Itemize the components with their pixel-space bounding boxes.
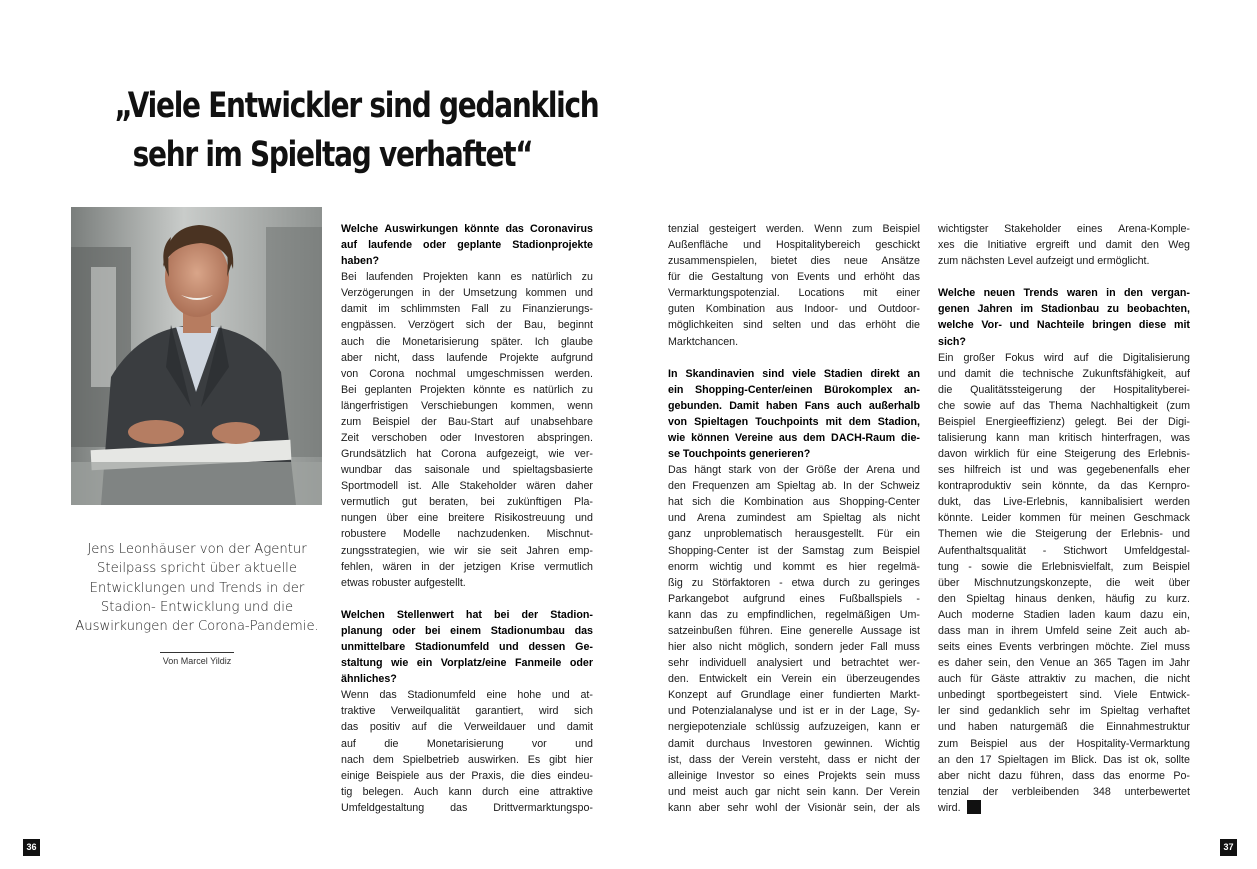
paragraph-gap	[341, 591, 593, 607]
body-line: nergiepotenziale schlüssig aufzuzeigen, kann er	[668, 721, 920, 734]
body-line: Shopping-Center ist der Samstag zum Beispiel	[668, 544, 920, 557]
body-line: einige Beispiele aus der Praxis, die dies eindeu-	[341, 769, 593, 782]
body-line: auch für Gäste attraktiv zu machen, die nicht	[938, 673, 1190, 686]
body-line: kann aber sehr wohl der Visionär sein, der als	[668, 801, 920, 814]
question-line: sich?	[938, 335, 966, 348]
body-line: damit im schlimmsten Fall zu Finanzierungs-	[341, 303, 593, 316]
body-line: und haben naturgemäß die Einnahmestruktur	[938, 721, 1190, 734]
body-line: tung - sowie die Erlebnisvielfalt, zum Beispiel	[938, 560, 1190, 573]
body-line: fehlen, wären in der jetzigen Krise vermutlich	[341, 560, 593, 573]
body-line: zum Beispiel aus der Hospitality-Vermarktung	[938, 737, 1190, 750]
question-line: Welche neuen Trends waren in den vergan-	[938, 287, 1190, 300]
body-line: satzeinbußen führen. Eine generelle Aussage ist	[668, 624, 920, 637]
body-line: Themen wie die Steigerung der Erlebnis- und	[938, 528, 1190, 541]
question-line: staltung wie ein Vorplatz/eine Fanmeile oder	[341, 657, 593, 670]
question-line: wie können Vereine aus dem DACH-Raum die-	[668, 432, 920, 445]
question-line: ein Shopping-Center/einen Bürokomplex an-	[668, 383, 920, 396]
page-number-left: 36	[23, 839, 40, 856]
body-line: Bei geplanten Projekten könnte es natürlich zu	[341, 383, 593, 396]
portrait-image	[71, 207, 322, 505]
body-line: aber nicht, dass laufende Projekte aufgrund	[341, 351, 593, 364]
body-line: und meist auch gar nicht sein kann. Der Verein	[668, 785, 920, 798]
headline-line-2: sehr im Spieltag verhaftet“	[132, 135, 533, 175]
body-line: wird.	[938, 800, 1190, 816]
body-line: alleinige Investor so eines Projekts sein muss	[668, 769, 920, 782]
question-line: se Touchpoints generieren?	[668, 448, 811, 461]
body-line: ganz unproblematisch herausgestellt. Für ein	[668, 528, 920, 541]
body-line: dukt, das Live-Erlebnis, kannibalisiert werden	[938, 496, 1190, 509]
body-line: sehr individuell analysiert und betrachtet wer-	[668, 657, 920, 670]
body-line: damit durchaus Investoren gewinnen. Wichtig	[668, 737, 920, 750]
body-line: möglichkeiten sind selten und das erhöht die	[668, 319, 920, 332]
body-line: tig belegen. Auch kann durch eine attraktive	[341, 785, 593, 798]
body-line: und Arena zumindest am Spieltag als nicht	[668, 512, 920, 525]
body-line: Ein großer Fokus wird auf die Digitalisierung	[938, 351, 1190, 364]
body-line: unbedingt sportbegeistert sind. Viele Entwick-	[938, 689, 1190, 702]
body-line: könnte. Leider kommen für meinen Geschmack	[938, 512, 1190, 525]
body-line: hier also nicht möglich, sondern jeder Fall muss	[668, 641, 920, 654]
body-line: che sowie auf das Thema Nachhaltigkeit (zum	[938, 399, 1190, 412]
question-line: Welchen Stellenwert hat bei der Stadion-	[341, 608, 593, 621]
body-line: seits eines Events verbringen möchte. Ziel muss	[938, 641, 1190, 654]
question-line: planung oder bei einem Stadionumbau das	[341, 624, 593, 637]
body-line: xes die Initiative ergreift und damit den Weg	[938, 239, 1190, 252]
body-line: Umfeldgestaltung das Drittvermarktungspo-	[341, 801, 593, 814]
paragraph-gap	[938, 269, 1190, 285]
body-line: Außenfläche und Hospitalitybereich geschickt	[668, 239, 920, 252]
body-line: Verzögerungen in der Umsetzung kommen und	[341, 287, 593, 300]
body-line: Marktchancen.	[668, 335, 739, 348]
body-line: für die Gestaltung von Events und erhöht das	[668, 271, 920, 284]
body-line: davon wirklich für eine Steigerung des Erlebnis-	[938, 448, 1190, 461]
caption-line: Stadion- Entwicklung und die	[100, 599, 294, 615]
body-line: robustere Modelle nachzudenken. Mischnut-	[341, 528, 593, 541]
byline-divider	[160, 652, 234, 653]
body-line: nach dem Spielbetrieb auswirken. Es gibt hier	[341, 753, 593, 766]
question-line: genen Jahren im Stadionbau zu beobachten,	[938, 303, 1190, 316]
body-line: zum Beispiel der Bau-Start auf unabsehbare	[341, 415, 593, 428]
body-line: die Qualitätssteigerung der Hospitalityberei-	[938, 383, 1190, 396]
question-line: ähnliches?	[341, 673, 397, 686]
question-line: welche Vor- und Nachteile bringen diese mit	[938, 319, 1190, 332]
body-line: Bei laufenden Projekten kann es natürlich zu	[341, 271, 593, 284]
body-line: dass man in ihrem Umfeld seine Zeit auch ab-	[938, 624, 1190, 637]
caption-line: Jens Leonhäuser von der Agentur	[87, 542, 307, 557]
byline: Von Marcel Yildiz	[162, 656, 232, 666]
body-line: kontraproduktiv sein könnte, da das Kernpro-	[938, 480, 1190, 493]
body-line: Zeit verschoben oder Investoren abspringen.	[341, 432, 593, 445]
body-line: ist, dass der Verein versteht, dass er nicht der	[668, 753, 920, 766]
body-line: das positiv auf die Verweildauer und damit	[341, 721, 593, 734]
body-line: hat sich die Kombination aus Shopping-Center	[668, 496, 920, 509]
caption-line: Auswirkungen der Corona-Pandemie.	[75, 619, 319, 635]
end-of-article-mark	[967, 800, 981, 814]
caption-line: Entwicklungen und Trends in der	[89, 580, 305, 596]
body-line: und damit die technische Zukunftsfähigkeit, auf	[938, 367, 1190, 380]
body-line: zungsstrategien, wie wir sie seit Jahren emp-	[341, 544, 593, 557]
body-line: etwas robuster aufgestellt.	[341, 576, 466, 589]
body-line: zusammenspielen, bietet dies neue Ansätze	[668, 255, 920, 268]
question-line: von Spieltagen Touchpoints mit dem Stadion,	[668, 415, 920, 428]
caption-line: Steilpass spricht über aktuelle	[97, 561, 297, 577]
headline-line-1: „Viele Entwickler sind gedanklich	[114, 86, 599, 126]
body-line: es daher sein, den Venue an 365 Tagen im Jahr	[938, 657, 1190, 670]
body-line: aber nicht dazu führen, dass das enorme Po-	[938, 769, 1190, 782]
body-line: Grundsätzlich hat Corona aufgezeigt, wie ver-	[341, 448, 593, 461]
body-line: Wenn das Stadionumfeld eine hohe und at-	[341, 689, 593, 702]
headline	[114, 82, 599, 180]
body-line: vermutlich gut beraten, bei zukünftigen Pla-	[341, 496, 593, 509]
body-line: an den 17 Spieltagen im Blick. Das ist ok, sollte	[938, 753, 1190, 766]
body-line: Konzept auf Grundlage einer fundierten Markt-	[668, 689, 920, 702]
question-line: auf laufende oder geplante Stadionprojekte	[341, 239, 593, 252]
text-column-2	[668, 221, 920, 816]
body-line: längerfristigen Verschiebungen kommen, wenn	[341, 399, 593, 412]
body-line: talisierung kann man kritisch hinterfragen, was	[938, 432, 1190, 445]
body-line: tenzial gesteigert werden. Wenn zum Beispiel	[668, 223, 920, 235]
question-line: haben?	[341, 255, 380, 268]
body-line: ses hilfreich ist und was gegebenenfalls eher	[938, 464, 1190, 477]
body-line: tenzial der verbleibenden 348 unterbewertet	[938, 785, 1190, 798]
body-line: auf die Monetarisierung vor und	[341, 737, 593, 750]
body-line: auch die Monetarisierung später. Ich glaube	[341, 335, 593, 348]
body-line: Vermarktungspotenzial. Locations mit einer	[668, 287, 920, 300]
body-line: traktive Verweilqualität garantiert, wird sich	[341, 705, 593, 718]
portrait-photo	[71, 207, 322, 505]
body-line: guten Kombination aus Indoor- und Outdoor-	[668, 303, 920, 316]
body-line: enorm wichtig und kommt es hier regelmä-	[668, 560, 920, 573]
body-line: engpässen. Verzögert sich der Bau, beginnt	[341, 319, 593, 332]
text-column-1	[341, 221, 593, 816]
page-number-right: 37	[1220, 839, 1237, 856]
body-line: von Corona nochmal umgeschmissen werden.	[341, 367, 593, 380]
body-line: Beispiel Energieeffizienz) gelegt. Bei der Digi-	[938, 415, 1190, 428]
question-line: gebunden. Damit haben Fans auch außerhalb	[668, 399, 920, 412]
question-line: Welche Auswirkungen könnte das Coronavirus	[341, 223, 593, 235]
body-line: wundbar das saisonale und spieltagsbasierte	[341, 464, 593, 477]
question-line: unmittelbare Stadionumfeld und dessen Ge-	[341, 641, 593, 654]
body-line: Auch moderne Stadien laden kaum dazu ein,	[938, 608, 1190, 621]
body-line: Sportmodell ist. Alle Stakeholder wären daher	[341, 480, 593, 493]
photo-caption	[72, 540, 322, 636]
body-line: Parkangebot aufgrund eines Fußballspiels -	[668, 592, 920, 605]
body-line: und Potenzialanalyse und ist er in der Lage, Sy-	[668, 705, 920, 718]
body-line: wichtigster Stakeholder eines Arena-Komple-	[938, 223, 1190, 235]
body-line: Aufenthaltsqualität - Stichwort Umfeldgestal-	[938, 544, 1190, 557]
body-line: nungen über eine breitere Risikostreuung und	[341, 512, 593, 525]
body-line: den. Entwickelt ein Verein ein überzeugendes	[668, 673, 920, 686]
body-line: ler sind gedanklich sehr im Spieltag verhaftet	[938, 705, 1190, 718]
body-line: Das hängt stark von der Größe der Arena und	[668, 464, 920, 477]
question-line: In Skandinavien sind viele Stadien direkt an	[668, 367, 920, 380]
paragraph-gap	[668, 350, 920, 366]
body-line: über Mischnutzungskonzepte, die weit über	[938, 576, 1190, 589]
body-line: kann das zu empfindlichen, regelmäßigen Um-	[668, 608, 920, 621]
body-line: zum nächsten Level aufzeigt und ermöglicht.	[938, 255, 1150, 268]
body-line: ßig zu Störfaktoren - etwa durch zu geringes	[668, 576, 920, 589]
body-line: den Spieltag hinaus denken, häufig zu kurz.	[938, 592, 1190, 605]
body-line: den Frequenzen am Spieltag ab. In der Schweiz	[668, 480, 920, 493]
text-column-3	[938, 221, 1190, 816]
